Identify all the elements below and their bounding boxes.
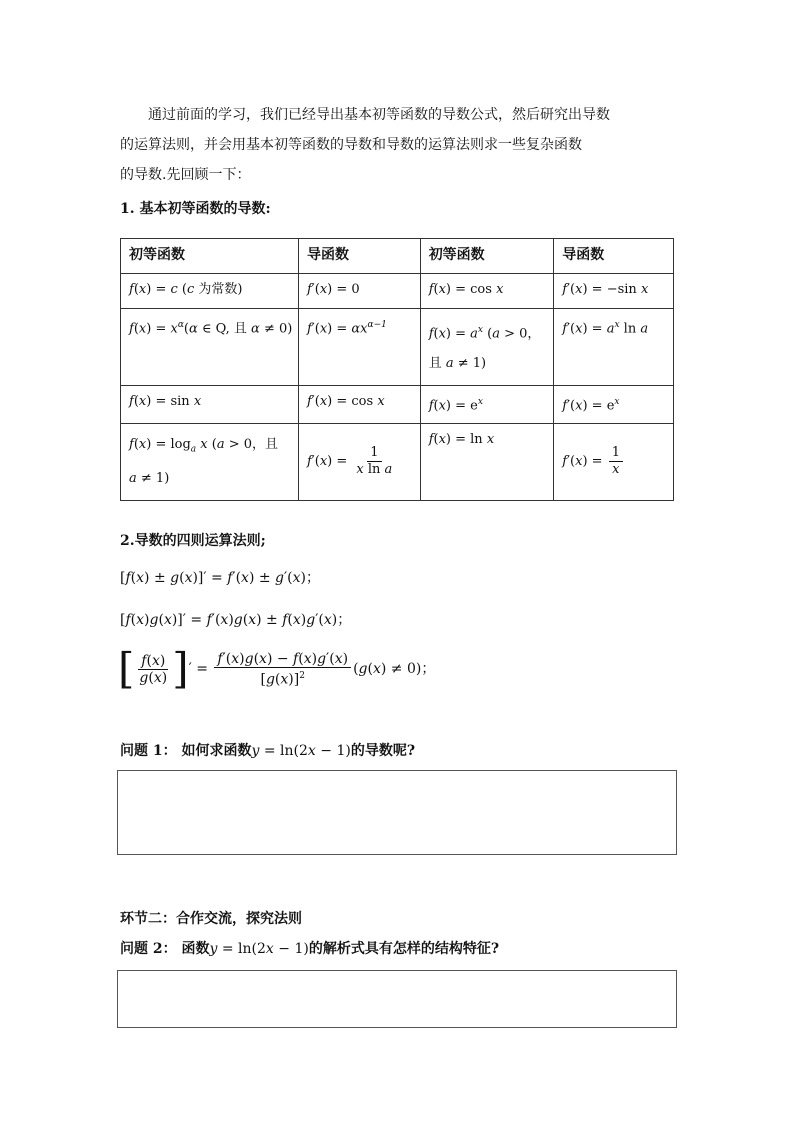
section-2-heading: 2.导数的四则运算法则; [120,533,266,549]
table-cell: f′(x) = $\frac{1}{x}$ [554,423,674,501]
table-cell: f(x) = cos x [420,274,554,309]
stage-2-heading: 环节二：合作交流，探究法则 [120,911,302,927]
answer-box-2[interactable] [117,970,677,1028]
table-row [121,309,674,386]
intro-line-1: 通过前面的学习，我们已经导出基本初等函数的导数公式，然后研究出导数 [148,107,610,123]
answer-box-1[interactable] [117,770,677,855]
table-cell: $f'(x) = a^x$ ln a [554,309,674,386]
question-1-label: 问题 1： [120,743,177,759]
table-row [121,274,674,309]
table-cell: f′(x) = −sin x [554,274,674,309]
table-cell: $f'(x) = e^x$ [554,386,674,423]
table-cell: $f'(x) = \alpha x^{\alpha-1}$ [298,309,420,386]
table-cell: f(x) = c (c 为常数) [121,274,299,309]
section-1-heading: 1. 基本初等函数的导数: [120,201,271,217]
intro-line-3: 的导数.先回顾一下： [120,167,251,183]
question-2-label: 问题 2： [120,941,177,957]
table-cell: f(x) = sin x [121,386,299,423]
question-2: 问题 2： 函数y = ln(2x − 1)的解析式具有怎样的结构特征? [120,941,500,957]
table-cell: $f(x) = e^x$ [420,386,554,423]
question-2-text-after: 的解析式具有怎样的结构特征? [308,941,500,957]
quotient-rule: [ $\frac{f(x)}{g(x)}$ ] ′ = $\frac{f'(x)g(x) - f(x)g'(x)}{[g(x)]^2}$ (g(x) ≠ 0)； [118,644,436,693]
table-header: 导函数 [554,239,674,274]
question-2-text-before: 函数 [181,941,210,957]
table-cell: $f(x) = x^\alpha(\alpha$ ∈ Q, 且 α ≠ 0) [121,309,299,386]
table-header: 初等函数 [121,239,299,274]
table-cell: f′(x) = 0 [298,274,420,309]
table-row [121,423,674,501]
product-rule: [f(x)g(x)]′ = f′(x)g(x) ± f(x)g′(x)； [120,612,352,628]
question-1-text-before: 如何求函数 [181,743,252,759]
table-header: 导函数 [298,239,420,274]
intro-paragraph [120,100,680,190]
table-cell: f′(x) = cos x [298,386,420,423]
table-cell: $f(x) = a^x$ (a > 0， 且 a ≠ 1) [420,309,554,386]
sum-rule: [f(x) ± g(x)]′ = f′(x) ± g′(x)； [120,570,321,586]
derivative-table [120,238,674,501]
table-cell: f′(x) = $\frac{1}{\text{x ln a}}$ [298,423,420,501]
intro-line-2: 的运算法则，并会用基本初等函数的导数和导数的运算法则求一些复杂函数 [120,137,582,153]
table-header: 初等函数 [420,239,554,274]
table-cell: f(x) = ln x [420,423,554,501]
question-1: 问题 1： 如何求函数y = ln(2x − 1)的导数呢? [120,743,416,759]
question-1-text-after: 的导数呢? [350,743,416,759]
table-row [121,386,674,423]
table-cell: $f(x) = \log_a x$ (a > 0，且 a ≠ 1) [121,423,299,501]
table-header-row [121,239,674,274]
